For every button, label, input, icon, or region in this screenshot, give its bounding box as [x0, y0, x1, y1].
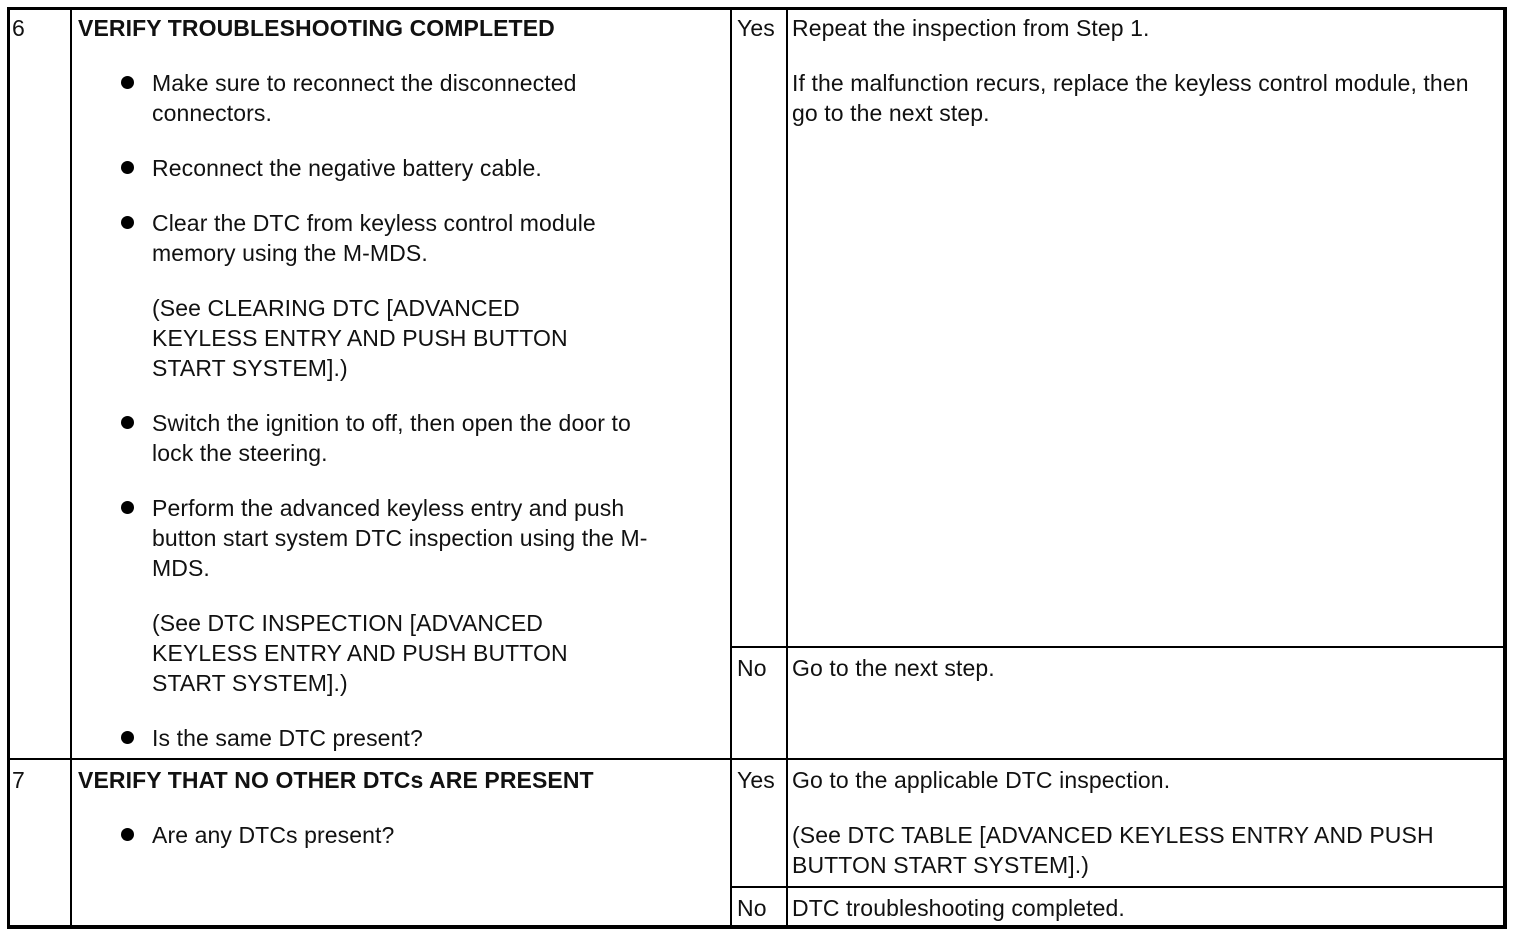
troubleshooting-table	[7, 7, 1507, 929]
bullet-item	[78, 208, 662, 383]
answer-divider-7	[730, 886, 1503, 888]
answer-no-label	[737, 653, 767, 683]
result-text: DTC troubleshooting completed.	[792, 895, 1125, 921]
bullet-text: Perform the advanced keyless entry and push button start system DTC inspection using the M-MDS.	[152, 495, 648, 581]
answer-no-label	[737, 893, 767, 923]
step-number-text: 6	[12, 15, 25, 41]
answer-label: No	[737, 895, 767, 921]
column-divider-action	[730, 10, 732, 925]
bullet-text: Is the same DTC present?	[152, 725, 423, 751]
bullet-item	[78, 723, 730, 753]
bullet-list	[78, 68, 730, 753]
bullet-text: Clear the DTC from keyless control module memory using the M-MDS.	[152, 210, 596, 266]
bullet-note: (See CLEARING DTC [ADVANCED KEYLESS ENTRY AND PUSH BUTTON START SYSTEM].)	[152, 295, 568, 381]
bullet-text: Are any DTCs present?	[152, 822, 395, 848]
answer-divider-6	[730, 646, 1503, 648]
bullet-text: Switch the ignition to off, then open the door to lock the steering.	[152, 410, 631, 466]
bullet-dot-icon	[121, 416, 134, 429]
bullet-dot-icon	[121, 76, 134, 89]
column-divider-answer	[786, 10, 788, 925]
result-no	[792, 653, 1497, 683]
bullet-dot-icon	[121, 161, 134, 174]
answer-label: Yes	[737, 15, 775, 41]
answer-label: No	[737, 655, 767, 681]
result-yes	[792, 13, 1497, 128]
step-number	[12, 13, 25, 43]
answer-yes-label	[737, 765, 775, 795]
bullet-item	[78, 408, 677, 468]
answer-label: Yes	[737, 767, 775, 793]
result-text: Go to the next step.	[792, 655, 995, 681]
bullet-dot-icon	[121, 216, 134, 229]
result-text: Go to the applicable DTC inspection.	[792, 767, 1171, 793]
bullet-item	[78, 153, 730, 183]
bullet-note: (See DTC INSPECTION [ADVANCED KEYLESS ENTRY AND PUSH BUTTON START SYSTEM].)	[152, 610, 568, 696]
result-text: (See DTC TABLE [ADVANCED KEYLESS ENTRY AND PUSH BUTTON START SYSTEM].)	[792, 822, 1434, 878]
result-text: Repeat the inspection from Step 1.	[792, 15, 1150, 41]
bullet-dot-icon	[121, 828, 134, 841]
bullet-item	[78, 820, 730, 850]
step-number-text: 7	[12, 767, 25, 793]
answer-yes-label	[737, 13, 775, 43]
result-text: If the malfunction recurs, replace the keyless control module, then go to the next step.	[792, 70, 1469, 126]
step-title: VERIFY TROUBLESHOOTING COMPLETED	[78, 15, 555, 41]
step-number	[12, 765, 25, 795]
result-no	[792, 893, 1497, 923]
bullet-text: Reconnect the negative battery cable.	[152, 155, 542, 181]
step-action	[78, 765, 730, 875]
bullet-item	[78, 493, 682, 698]
result-yes	[792, 765, 1497, 880]
column-divider-step	[70, 10, 72, 925]
step-action	[78, 13, 730, 778]
bullet-dot-icon	[121, 731, 134, 744]
bullet-item	[78, 68, 612, 128]
bullet-list	[78, 820, 730, 850]
step-title: VERIFY THAT NO OTHER DTCs ARE PRESENT	[78, 767, 594, 793]
bullet-text: Make sure to reconnect the disconnected connectors.	[152, 70, 577, 126]
bullet-dot-icon	[121, 501, 134, 514]
